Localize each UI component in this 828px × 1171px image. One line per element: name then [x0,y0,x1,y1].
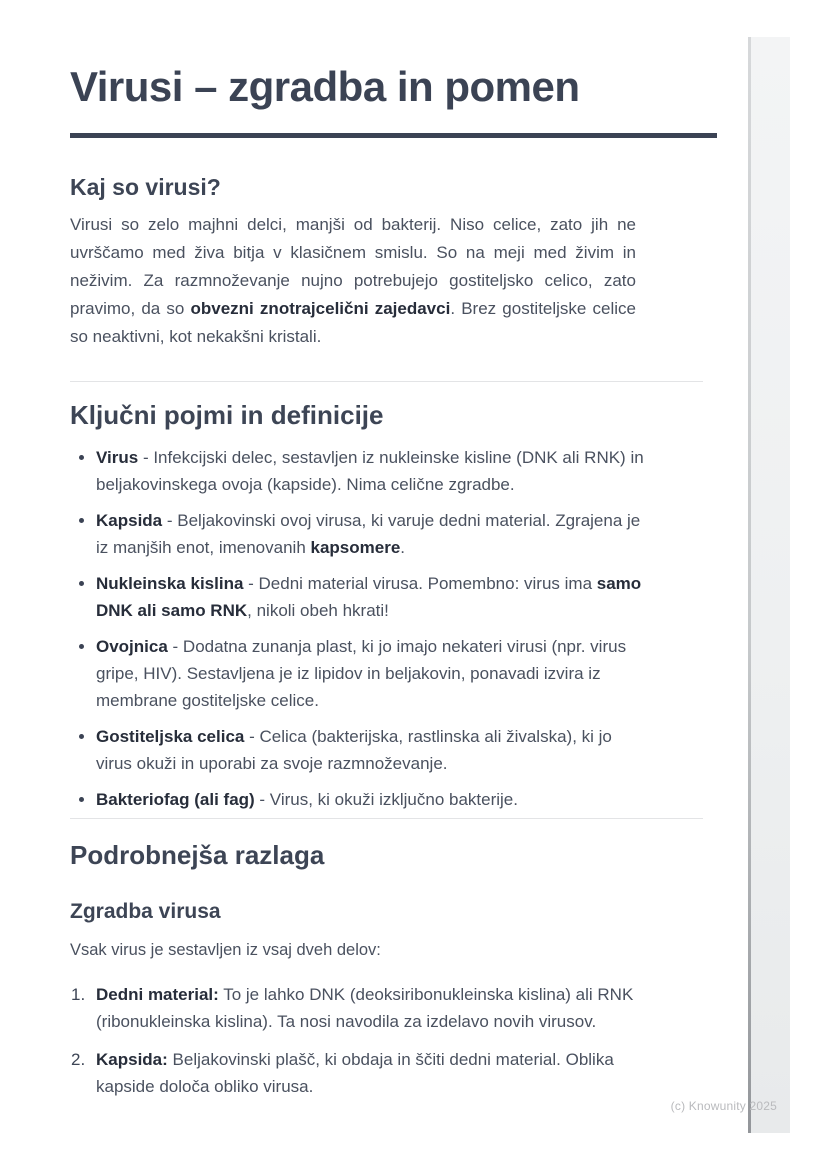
intro-paragraph: Virusi so zelo majhni delci, manjši od bakterij. Niso celice, zato jih ne uvrščamo med živa bitja v klasičnem smislu. So na meji med živim in neživim. Za razmnoževanje nujno potrebujejo gostiteljsko celico, zato pravimo, da so obvezni znotrajcelični zajedavci. Brez gostiteljske celice so neaktivni, kot nekakšni kristali. [70,215,636,346]
term-definition: - Virus, ki okuži izključno bakterije. [254,790,518,809]
section-divider [70,818,703,819]
term-label: Dedni material: [96,985,219,1004]
list-item [70,723,648,777]
section-heading-intro: Kaj so virusi? [70,174,221,200]
section-heading-details: Podrobnejša razlaga [70,840,325,870]
list-item-number: 2. [71,1050,86,1069]
term-definition: - Dedni material virusa. Pomembno: virus ima samo DNK ali samo RNK, nikoli obeh hkrati! [96,574,642,620]
footer-credit: (c) Knowunity 2025 [670,1099,777,1113]
list-item [70,633,648,714]
key-terms-list [70,444,648,822]
term-definition: To je lahko DNK (deoksiribonukleinska kislina) ali RNK (ribonukleinska kislina). Ta nosi navodila za izdelavo novih virusov. [96,985,634,1031]
page-edge-line [748,37,751,1133]
subsection-heading-structure: Zgradba virusa [70,900,221,923]
list-item [70,507,648,561]
list-item [70,570,648,624]
details-lead-text: Vsak virus je sestavljen iz vsaj dveh delov: [70,941,381,959]
term-label: Kapsida: [96,1050,168,1069]
term-definition: Beljakovinski plašč, ki obdaja in ščiti dedni material. Oblika kapside določa obliko virusa. [96,1050,614,1096]
term-definition: - Celica (bakterijska, rastlinska ali živalska), ki jo virus okuži in uporabi za svoje razmnoževanje. [96,727,612,773]
term-definition: - Infekcijski delec, sestavljen iz nukleinske kisline (DNK ali RNK) in beljakovinskega ovoja (kapside). Nima celične zgradbe. [96,448,644,494]
term-label: Nukleinska kislina [96,574,244,593]
term-definition: - Beljakovinski ovoj virusa, ki varuje dedni material. Zgrajena je iz manjših enot, imenovanih kapsomere. [96,511,641,557]
list-item [70,786,648,813]
section-divider [70,381,703,382]
term-label: Virus [96,448,139,467]
list-item [70,1046,652,1100]
page-edge [748,37,790,1133]
term-label: Gostiteljska celica [96,727,245,746]
term-label: Bakteriofag (ali fag) [96,790,255,809]
document-title: Virusi – zgradba in pomen [70,63,580,110]
title-underline [70,133,717,138]
section-heading-key-terms: Ključni pojmi in definicije [70,400,384,430]
numbered-list [70,981,652,1111]
term-definition: - Dodatna zunanja plast, ki jo imajo nekateri virusi (npr. virus gripe, HIV). Sestavljena je iz lipidov in beljakovin, ponavadi izvira iz membrane gostiteljske celice. [96,637,627,710]
list-item-number: 1. [71,985,86,1004]
term-label: Ovojnica [96,637,168,656]
term-label: Kapsida [96,511,163,530]
list-item [70,444,648,498]
list-item [70,981,652,1035]
